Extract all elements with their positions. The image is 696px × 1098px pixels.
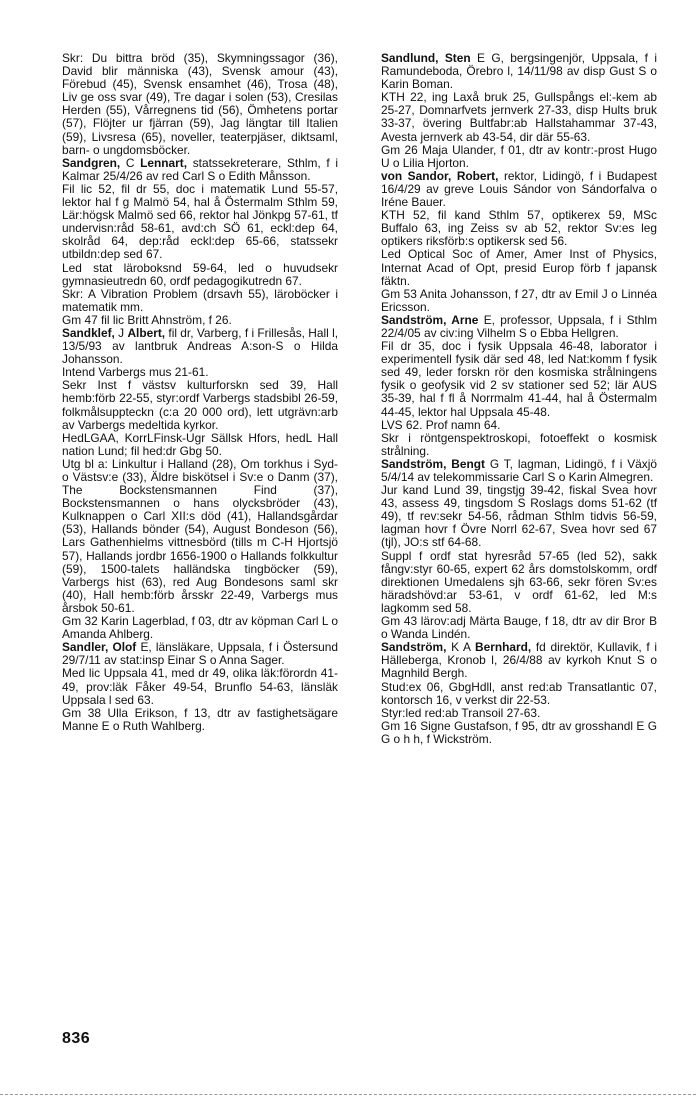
entry-paragraph <box>381 550 657 615</box>
entry-surname: von Sandor, Robert, <box>381 168 499 183</box>
entry-text: E G, bergsingenjör, Uppsala, f i Ramundeboda, Örebro l, 14/11/98 av disp Gust S o Karin Boman. <box>381 51 657 92</box>
biography-entry <box>62 157 338 327</box>
entry-first-paragraph <box>62 641 338 667</box>
entry-paragraph <box>381 91 657 143</box>
biography-entry <box>62 52 338 157</box>
entry-given-name: Albert, <box>127 325 166 340</box>
right-column <box>381 52 657 746</box>
entry-text: KTH 22, ing Laxå bruk 25, Gullspångs el:-kem ab 25-27, Domnarfvets jernverk 27-33, disp Hults bruk 33-37, övering Bultfabr:ab Hallstahammar 37-43, Avesta jernverk ab 43-54, dir där 55-63. <box>381 90 657 144</box>
entry-text: Gm 32 Karin Lagerblad, f 03, dtr av köpman Carl L o Amanda Ahlberg. <box>62 614 338 642</box>
entry-text: Styr:led red:ab Transoil 27-63. <box>381 705 541 720</box>
biography-entry <box>62 641 338 733</box>
entry-text: Intend Varbergs mus 21-61. <box>62 365 209 380</box>
entry-text: Gm 26 Maja Ulander, f 01, dtr av kontr:-prost Hugo U o Lilia Hjorton. <box>381 142 657 170</box>
entry-paragraph <box>62 707 338 733</box>
entry-first-paragraph <box>62 157 338 183</box>
entry-surname: Sandström, <box>381 640 447 655</box>
entry-paragraph <box>381 340 657 419</box>
entry-paragraph <box>381 209 657 248</box>
entry-initials: K A <box>446 640 476 655</box>
entry-text: HedLGAA, KorrLFinsk-Ugr Sällsk Hfors, hedL Hall nation Lund; fil hed:dr Gbg 50. <box>62 430 338 458</box>
entry-text: Suppl f ordf stat hyresråd 57-65 (led 52), sakk fångv:styr 60-65, expert 62 års domstolskomm, ordf direktionen Umedalens sjh 63-66, sekr fören Sv:es häradshövd:ar 53-61, v ordf 61-62, led M:s lagkomm sed 58. <box>381 548 657 615</box>
entry-paragraph <box>62 615 338 641</box>
entry-paragraph <box>62 379 338 431</box>
entry-paragraph <box>381 248 657 287</box>
entry-text: Gm 16 Signe Gustafson, f 95, dtr av grosshandl E G G o h h, f Wickström. <box>381 718 657 746</box>
biography-entry <box>381 170 657 314</box>
entry-text: KTH 52, fil kand Sthlm 57, optikerex 59, MSc Buffalo 63, ing Zeiss sv ab 52, rektor Sv:es leg optikers riksförb:s optikersk sed 56. <box>381 208 657 249</box>
entry-paragraph <box>62 458 338 615</box>
entry-paragraph <box>62 432 338 458</box>
entry-paragraph <box>381 432 657 458</box>
entry-text: Led stat läroboksnd 59-64, led o huvudsekr gymnasieutredn 60, ordf pedagogikutredn 67. <box>62 260 338 288</box>
entry-text: G T, lagman, Lidingö, f i Växjö 5/4/14 av telekommissarie Carl S o Karin Almegren. <box>381 456 657 484</box>
entry-text: Led Optical Soc of Amer, Amer Inst of Physics, Internat Acad of Opt, presid Europ förb f japansk fäktn. <box>381 247 657 288</box>
entry-text: Gm 43 lärov:adj Märta Bauge, f 18, dtr av dir Bror B o Wanda Lindén. <box>381 614 657 642</box>
entry-initials: C <box>120 155 141 170</box>
entry-text: E, professor, Uppsala, f i Sthlm 22/4/05 av civ:ing Vilhelm S o Ebba Hellgren. <box>381 312 657 340</box>
entry-paragraph <box>381 615 657 641</box>
entry-paragraph <box>381 144 657 170</box>
entry-first-paragraph <box>381 314 657 340</box>
biography-entry <box>381 641 657 746</box>
entry-surname: Sandklef, <box>62 325 115 340</box>
left-column <box>62 52 338 733</box>
entry-text: Sekr Inst f västsv kulturforskn sed 39, Hall hemb:förb 22-55, styr:ordf Varbergs stadsbibl 26-59, folkmålsuppteckn (c:a 20 000 ord), lett utgrävn:arb av Varbergs medeltida kyrkor. <box>62 378 338 432</box>
entry-text: E, länsläkare, Uppsala, f i Östersund 29/7/11 av stat:insp Einar S o Anna Sager. <box>62 640 338 668</box>
bottom-rule <box>0 1094 696 1096</box>
entry-first-paragraph <box>381 170 657 209</box>
entry-initials: J <box>114 325 128 340</box>
entry-text: Med lic Uppsala 41, med dr 49, olika läk:förordn 41-49, prov:läk Fåker 49-54, Brunflo 54-63, länsläk Uppsala l sed 63. <box>62 666 338 707</box>
entry-paragraph <box>62 288 338 314</box>
biography-entry <box>381 314 657 458</box>
entry-surname: Sandström, Arne <box>381 312 479 327</box>
entry-surname: Sandström, Bengt <box>381 456 485 471</box>
entry-first-paragraph <box>381 458 657 484</box>
entry-paragraph <box>62 183 338 262</box>
entry-text: Skr i röntgenspektroskopi, fotoeffekt o kosmisk strålning. <box>381 430 657 458</box>
entry-given-name: Lennart, <box>140 155 188 170</box>
entry-surname: Sandler, Olof <box>62 640 137 655</box>
entry-first-paragraph <box>381 641 657 680</box>
entry-first-paragraph <box>381 52 657 91</box>
biography-entry <box>62 327 338 641</box>
entry-text: Fil lic 52, fil dr 55, doc i matematik Lund 55-57, lektor hal f g Malmö 54, hal å Östermalm Sthlm 59, Lär:högsk Malmö sed 66, rektor hal Jönkpg 57-61, tf undervisn:råd 58-61, avd:ch SÖ 61, eckl:dep 64, skolråd 64, dep:råd eckl:dep 65-66, statssekr utbildn:dep sed 67. <box>62 181 338 262</box>
entry-first-paragraph <box>62 52 338 157</box>
entry-text: Gm 38 Ulla Erikson, f 13, dtr av fastighetsägare Manne E o Ruth Wahlberg. <box>62 705 338 733</box>
entry-text: Skr: Du bittra bröd (35), Skymningssagor (36), David blir människa (43), Svensk amour (43), Förebud (45), Svensk ensamhet (46), Trosa (48), Liv ge oss svar (49), Tre dagar i solen (53), Cresilas Herden (55), Vårregnens tid (56), Ömhetens portar (57), Flöjter ur fjärran (59), Jag längtar till Italien (59), Livsresa (65), noveller, teaterpjäser, diktsaml, barn- o ungdomsböcker. <box>62 51 338 157</box>
entry-surname: Sandgren, <box>62 155 121 170</box>
entry-text: Fil dr 35, doc i fysik Uppsala 46-48, laborator i experimentell fysik där sed 48, led Nat:komm f fysik sed 49, leder forskn rör den kosmiska strålningens fysik o geofysik vid 2 sv stationer sed 52; lär AUS 35-39, hal f fl å Norrmalm 41-44, hal å Östermalm 44-45, lektor hal Uppsala 45-48. <box>381 339 657 419</box>
entry-text: Skr: A Vibration Problem (drsavh 55), läroböcker i matematik mm. <box>62 286 338 314</box>
entry-paragraph <box>62 667 338 706</box>
entry-text: Gm 53 Anita Johansson, f 27, dtr av Emil J o Linnéa Ericsson. <box>381 286 657 314</box>
entry-paragraph <box>381 720 657 746</box>
entry-paragraph <box>381 484 657 549</box>
entry-surname: Sandlund, Sten <box>381 51 471 65</box>
entry-text: fil dr, Varberg, f i Frillesås, Hall l, 13/5/93 av lantbruk Andreas A:son-S o Hilda Johansson. <box>62 325 339 367</box>
entry-text: Utg bl a: Linkultur i Halland (28), Om torkhus i Syd- o Västsv:e (33), Äldre biskötsel i Sv:e o Danm (37), The Bockstensmannen Find (37), Bockstensmannen o hans olycksbröder (43), Kulknappen o Carl XII:s död (41), Hallandsgårdar (53), Hallands bönder (54), August Bondeson (56), Lars Gathenhielms vittnesbörd (tills m C-H Hjortsjö 57), Hallands jordbr 1656-1900 o Hallands folkkultur (59), 1500-talets halländska tingböcker (59), Varbergs hist (63), red Aug Bondesons saml skr (40), Hall hemb:förb årsskr 22-49, Varbergs mus årsbok 50-61. <box>62 456 338 615</box>
entry-given-name: Bernhard, <box>475 640 532 655</box>
entry-paragraph <box>381 681 657 707</box>
entry-text: rektor, Lidingö, f i Budapest 16/4/29 av greve Louis Sándor von Sándorfalva o Iréne Bauer. <box>381 168 657 210</box>
entry-text: fd direktör, Kullavik, f i Hälleberga, Kronob l, 26/4/88 av kyrkoh Knut S o Magnhild Bergh. <box>381 640 658 681</box>
entry-paragraph <box>381 288 657 314</box>
entry-text: Jur kand Lund 39, tingstjg 39-42, fiskal Svea hovr 43, assess 49, tingsdom S Roslags doms 51-62 (tf 49), tf rev:sekr 54-56, rådman Sthlm tidvis 56-59, lagman hovr f Övre Norrl 62-67, Svea hovr sed 67 (tjl), JO:s stf 64-68. <box>381 483 657 550</box>
entry-text: Stud:ex 06, GbgHdll, anst red:ab Transatlantic 07, kontorsch 16, v verkst dir 22-53. <box>381 679 657 707</box>
entry-first-paragraph <box>62 327 338 366</box>
entry-text: LVS 62. Prof namn 64. <box>381 417 501 432</box>
entry-text: Gm 47 fil lic Britt Ahnström, f 26. <box>62 312 232 327</box>
entry-text: statssekreterare, Sthlm, f i Kalmar 25/4/26 av red Carl S o Edith Månsson. <box>62 155 338 183</box>
entry-paragraph <box>62 262 338 288</box>
biography-entry <box>381 52 657 170</box>
page-number: 836 <box>62 1030 91 1047</box>
biography-entry <box>381 458 657 641</box>
